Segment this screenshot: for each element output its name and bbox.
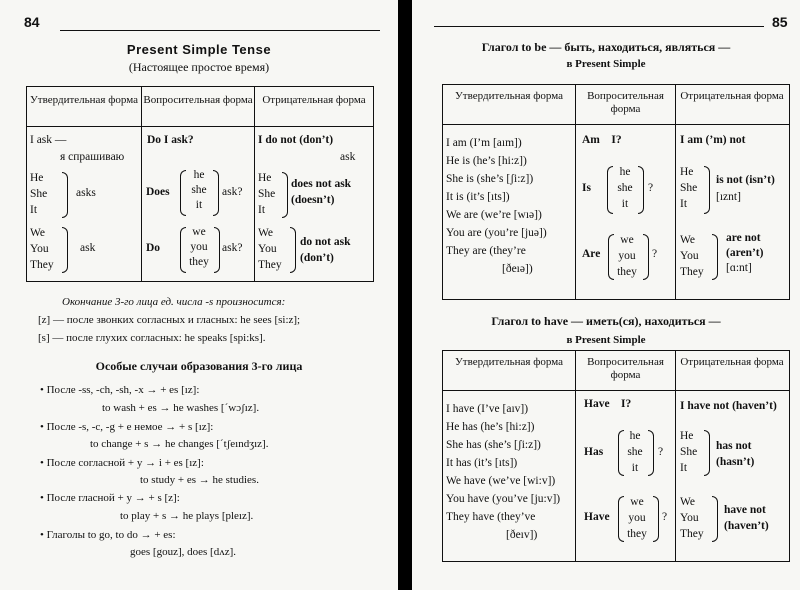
have-neg-hasnt: (hasn’t) <box>716 456 755 468</box>
have-neg-have-not: have not <box>724 504 766 516</box>
header-rule <box>434 26 764 27</box>
q-do: Do <box>146 242 161 254</box>
header-interrogative: Вопросительная форма <box>143 94 253 106</box>
be-neg-i-am-not: I am (’m) not <box>680 134 746 146</box>
neg-does-not-ask: does not ask <box>291 178 352 190</box>
have-aff-row: She has (she’s [ʃi:z]) <box>446 439 541 451</box>
page-number: 84 <box>24 14 40 30</box>
rule-line: • После гласной + y → + s [z]: <box>40 492 180 504</box>
page-subtitle: (Настоящее простое время) <box>128 60 270 74</box>
brace-icon <box>214 227 220 273</box>
have-aff-row: You have (you’ve [ju:v]) <box>446 493 561 505</box>
have-subtitle: в Present Simple <box>566 334 646 346</box>
be-neg-arent: (aren’t) <box>726 247 764 259</box>
brace-icon <box>62 227 68 273</box>
be-aff-row: It is (it’s [ıts]) <box>446 191 510 203</box>
have-neg-havent: (haven’t) <box>724 520 769 532</box>
have-q-have: Have <box>584 511 610 523</box>
page-number: 85 <box>772 14 788 30</box>
brace-icon <box>653 496 659 542</box>
be-aff-row: You are (you’re [juə]) <box>446 227 547 239</box>
be-aff-row: We are (we’re [wıə]) <box>446 209 542 221</box>
be-neg-iznt: [ıznt] <box>716 191 741 203</box>
be-q-pronouns-singular: he she it <box>617 166 633 210</box>
have-title: Глагол to have — иметь(ся), находиться — <box>491 314 721 328</box>
be-affirmative-forms <box>446 134 547 278</box>
header-negative: Отрицательная форма <box>680 356 784 368</box>
neg-ask: ask <box>340 151 356 163</box>
have-q-qmark-plural: ? <box>662 511 668 523</box>
q-ask-question: ask? <box>222 186 243 198</box>
be-q-are: Are <box>582 248 601 260</box>
have-neg-pronouns-plural: We You They <box>680 496 704 540</box>
brace-icon <box>712 234 718 280</box>
z-rule: [z] — после звонких согласных и гласных: he sees [si:z]; <box>38 314 301 326</box>
table-header-rule <box>442 124 789 125</box>
have-q-pronouns-singular: he she it <box>627 430 643 474</box>
rule-example: to study + es → he studies. <box>140 474 259 486</box>
q-ask-question-plural: ask? <box>222 242 243 254</box>
aff-ask: ask <box>80 242 96 254</box>
q-do-i-ask: Do I ask? <box>147 134 194 146</box>
be-q-am-i: Am I? <box>582 134 622 146</box>
neg-pronouns-plural: We You They <box>258 227 282 271</box>
neg-doesnt: (doesn’t) <box>291 194 335 206</box>
have-aff-row: They have (they’ve <box>446 511 536 523</box>
table-header-rule <box>26 126 373 127</box>
be-aff-row: She is (she’s [ʃi:z]) <box>446 173 534 185</box>
left-page <box>0 0 398 590</box>
neg-pronouns-singular: He She It <box>258 172 276 216</box>
header-affirmative: Утвердительная форма <box>30 94 138 106</box>
header-negative: Отрицательная форма <box>680 90 784 102</box>
table-divider <box>575 84 576 299</box>
right-page <box>412 0 800 590</box>
aff-i-ask-translation: я спрашиваю <box>60 151 125 163</box>
header-rule <box>60 30 380 31</box>
have-aff-row: We have (we’ve [wi:v]) <box>446 475 556 487</box>
rule-line: • После -s, -c, -g + e немое → + s [ız]: <box>40 421 214 433</box>
header-affirmative: Утвердительная форма <box>455 90 563 102</box>
table-divider <box>675 350 676 561</box>
brace-icon <box>282 172 288 218</box>
table-divider <box>254 86 255 281</box>
be-aff-row: They are (they’re <box>446 245 526 257</box>
be-q-qmark-plural: ? <box>652 248 658 260</box>
be-q-qmark: ? <box>648 182 654 194</box>
table-divider <box>675 84 676 299</box>
be-neg-are-not: are not <box>726 232 761 244</box>
header-interrogative: Вопросительная форма <box>587 356 664 381</box>
header-negative: Отрицательная форма <box>262 94 366 106</box>
s-rule: [s] — после глухих согласных: he speaks [spi:ks]. <box>38 332 266 344</box>
be-neg-arent-transcription: [ɑ:nt] <box>726 262 752 274</box>
brace-icon <box>643 234 649 280</box>
have-aff-row: It has (it’s [ıts]) <box>446 457 518 469</box>
aff-i-ask: I ask — <box>30 134 67 146</box>
brace-icon <box>712 496 718 542</box>
table-divider <box>141 86 142 281</box>
aff-asks: asks <box>76 187 96 199</box>
brace-icon <box>704 166 710 214</box>
neg-do-not-ask: do not ask <box>300 236 351 248</box>
special-cases-title: Особые случаи образования 3-го лица <box>95 359 303 373</box>
have-neg-i-have-not: I have not (haven’t) <box>680 400 777 412</box>
brace-icon <box>290 227 296 273</box>
be-neg-pronouns-singular: He She It <box>680 166 698 210</box>
neg-i-do-not: I do not (don’t) <box>258 134 334 146</box>
be-neg-is-not: is not (isn’t) <box>716 174 775 186</box>
rule-line: • Глаголы to go, to do → + es: <box>40 529 176 541</box>
brace-icon <box>704 430 710 476</box>
rule-example: to wash + es → he washes [´wɔʃız]. <box>102 402 260 414</box>
have-aff-row: I have (I’ve [aıv]) <box>446 403 529 415</box>
neg-dont: (don’t) <box>300 252 334 264</box>
rule-line: • После -ss, -ch, -sh, -x → + es [ız]: <box>40 384 200 396</box>
be-title: Глагол to be — быть, находиться, являться — <box>481 40 731 54</box>
have-q-have-i: Have I? <box>584 398 632 410</box>
have-affirmative-forms <box>446 400 560 544</box>
ending-note: Окончание 3-го лица ед. числа -s произносится: <box>62 296 286 308</box>
be-q-pronouns-plural: we you they <box>617 234 637 278</box>
q-pronouns-plural: we you they <box>189 226 209 268</box>
be-subtitle: в Present Simple <box>566 58 646 70</box>
brace-icon <box>62 172 68 218</box>
be-aff-row: He is (he’s [hi:z]) <box>446 155 527 167</box>
be-q-is: Is <box>582 182 591 194</box>
be-neg-pronouns-plural: We You They <box>680 234 704 278</box>
aff-pronouns-singular: He She It <box>30 172 48 216</box>
have-aff-row: He has (he’s [hi:z]) <box>446 421 535 433</box>
brace-icon <box>638 166 644 214</box>
header-affirmative: Утвердительная форма <box>455 356 563 368</box>
table-header-rule <box>442 390 789 391</box>
rule-example: to change + s → he changes [´tʃeındʒız]. <box>90 438 269 450</box>
brace-icon <box>648 430 654 476</box>
brace-icon <box>213 170 219 216</box>
header-interrogative: Вопросительная форма <box>587 90 664 115</box>
have-neg-has-not: has not <box>716 440 752 452</box>
q-pronouns-singular: he she it <box>191 169 207 211</box>
have-q-qmark: ? <box>658 446 664 458</box>
be-aff-row: I am (I’m [aım]) <box>446 137 522 149</box>
have-q-has: Has <box>584 446 604 458</box>
have-q-pronouns-plural: we you they <box>627 496 647 540</box>
have-aff-row: [ðeıv]) <box>506 529 538 541</box>
rule-line: • После согласной + y → i + es [ız]: <box>40 457 204 469</box>
q-does: Does <box>146 186 170 198</box>
be-aff-row: [ðeıə]) <box>502 263 533 275</box>
have-neg-pronouns-singular: He She It <box>680 430 698 474</box>
rule-example: goes [gouz], does [dʌz]. <box>130 546 236 558</box>
page-title: Present Simple Tense <box>126 42 272 57</box>
rule-example: to play + s → he plays [pleız]. <box>120 510 254 522</box>
aff-pronouns-plural: We You They <box>30 227 54 271</box>
